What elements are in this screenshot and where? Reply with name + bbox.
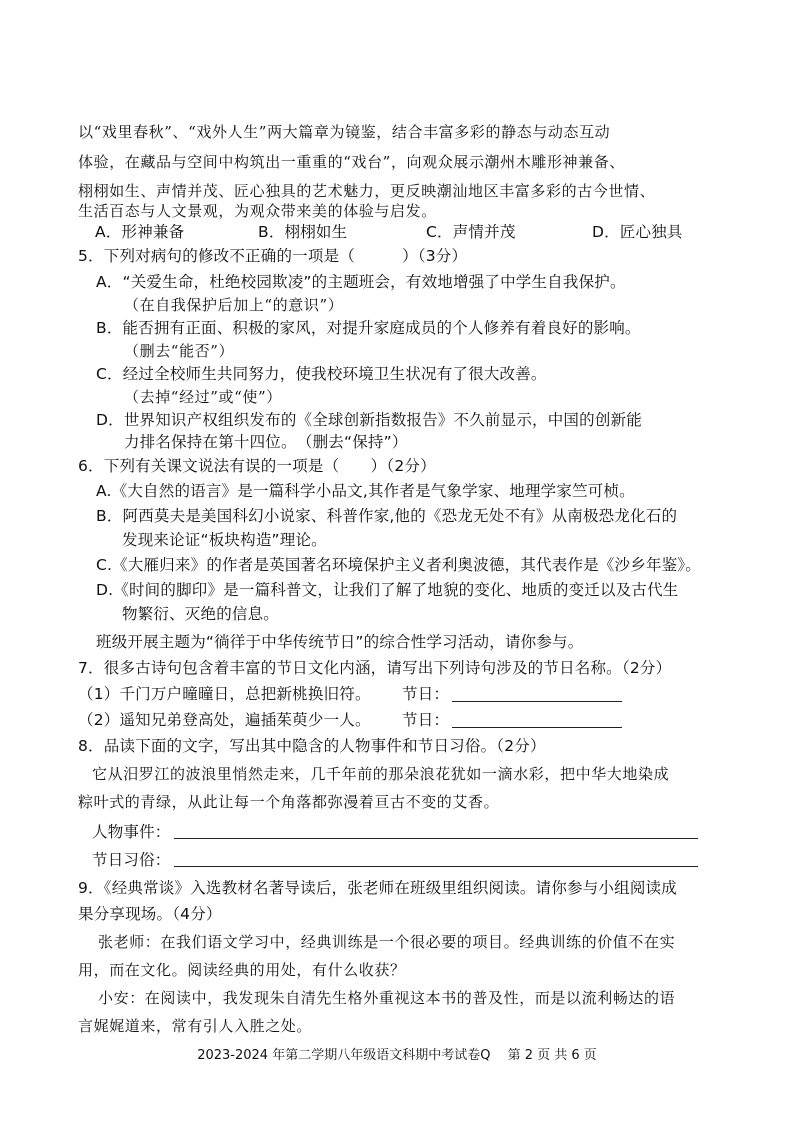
q9-student-line-2: 言娓娓道来，常有引人入胜之处。	[78, 1017, 313, 1035]
q8-event-blank[interactable]	[174, 838, 698, 839]
q4-option-a: A．形神兼备	[95, 223, 185, 241]
q8-custom-blank[interactable]	[174, 866, 698, 867]
passage-line-2: 体验，在藏品与空间中构筑出一重重的“戏台”，向观众展示潮州木雕形神兼备、	[78, 153, 625, 171]
q9-student-line-1: 小安：在阅读中，我发现朱自清先生格外重视这本书的普及性，而是以流利畅达的语	[98, 989, 676, 1007]
q6-option-a: A.《大自然的语言》是一篇科学小品文,其作者是气象学家、地理学家竺可桢。	[96, 482, 635, 500]
q6-stem: 6．下列有关课文说法有误的一项是（ ）（2分）	[78, 457, 436, 475]
passage-line-4: 生活百态与人文景观，为观众带来美的体验与启发。	[78, 202, 437, 220]
q5-option-c: C．经过全校师生共同努力，使我校环境卫生状况有了很大改善。	[96, 365, 547, 383]
activity-intro: 班级开展主题为“徜徉于中华传统节日”的综合性学习活动，请你参与。	[96, 633, 584, 651]
q8-text-line-1: 它从汨罗江的波浪里悄然走来，几千年前的那朵浪花犹如一滴水彩，把中华大地染成	[92, 765, 670, 783]
q8-custom-label: 节日习俗：	[92, 851, 171, 869]
q5-option-b: B．能否拥有正面、积极的家风，对提升家庭成员的个人修养有着良好的影响。	[96, 319, 641, 337]
q6-option-c: C.《大雁归来》的作者是英国著名环境保护主义者利奥波德，其代表作是《沙乡年鉴》。	[96, 556, 702, 574]
q5-option-b-fix: （删去“能否”）	[124, 342, 235, 360]
q7-answer-label-1: 节日：	[402, 685, 450, 703]
q7-answer-blank-2[interactable]	[452, 727, 622, 728]
q6-option-b: B．阿西莫夫是美国科幻小说家、科普作家,他的《恐龙无处不有》从南极恐龙化石的	[96, 507, 678, 525]
q7-poem-1: （1）千门万户曈曈日，总把新桃换旧符。	[78, 685, 371, 703]
q8-text-line-2: 粽叶式的青绿，从此让每一个角落都弥漫着亘古不变的艾香。	[78, 793, 500, 811]
q6-option-d-cont: 物繁衍、灭绝的信息。	[122, 605, 280, 623]
q7-answer-blank-1[interactable]	[452, 701, 622, 702]
q5-option-c-fix: （去掉“经过”或“使”）	[124, 388, 282, 406]
q5-option-a: A．“关爱生命，杜绝校园欺凌”的主题班会，有效地增强了中学生自我保护。	[96, 273, 626, 291]
passage-line-1: 以“戏里春秋”、“戏外人生”两大篇章为镜鉴，结合丰富多彩的静态与动态互动	[78, 123, 611, 141]
q7-stem: 7．很多古诗句包含着丰富的节日文化内涵，请写出下列诗句涉及的节日名称。（2分）	[78, 659, 672, 677]
q6-option-b-cont: 发现来论证“板块构造”理论。	[122, 531, 327, 549]
q6-option-d: D.《时间的脚印》是一篇科普文，让我们了解了地貌的变化、地质的变迁以及古代生	[96, 581, 679, 599]
q9-stem-line-1: 9．《经典常谈》入选教材名著导读后，张老师在班级里组织阅读。请你参与小组阅读成	[78, 879, 677, 897]
q7-answer-label-2: 节日：	[402, 711, 450, 729]
q7-poem-2: （2）遥知兄弟登高处，遍插茱萸少一人。	[78, 711, 371, 729]
page-footer: 2023-2024 年第二学期八年级语文科期中考试卷Q 第 2 页 共 6 页	[197, 1048, 597, 1063]
q8-event-label: 人物事件：	[92, 823, 171, 841]
q4-option-b: B．栩栩如生	[258, 223, 348, 241]
q5-option-d: D．世界知识产权组织发布的《全球创新指数报告》不久前显示，中国的创新能	[96, 411, 642, 429]
q9-stem-line-2: 果分享现场。（4分）	[78, 905, 222, 923]
q4-option-d: D．匠心独具	[592, 223, 683, 241]
q9-teacher-line-1: 张老师：在我们语文学习中，经典训练是一个很必要的项目。经典训练的价值不在实	[98, 933, 676, 951]
q5-stem: 5．下列对病句的修改不正确的一项是（ ）（3分）	[78, 247, 468, 265]
q5-option-d-cont: 力排名保持在第十四位。 （删去“保持”）	[124, 433, 408, 451]
q8-stem: 8．品读下面的文字，写出其中隐含的人物事件和节日习俗。（2分）	[78, 737, 546, 755]
q4-option-c: C．声情并茂	[426, 223, 516, 241]
q9-teacher-line-2: 用，而在文化。阅读经典的用处，有什么收获？	[78, 961, 406, 979]
passage-line-3: 栩栩如生、声情并茂、匠心独具的艺术魅力，更反映潮汕地区丰富多彩的古今世情、	[78, 182, 656, 200]
q5-option-a-fix: （在自我保护后加上“的意识”）	[124, 296, 344, 314]
